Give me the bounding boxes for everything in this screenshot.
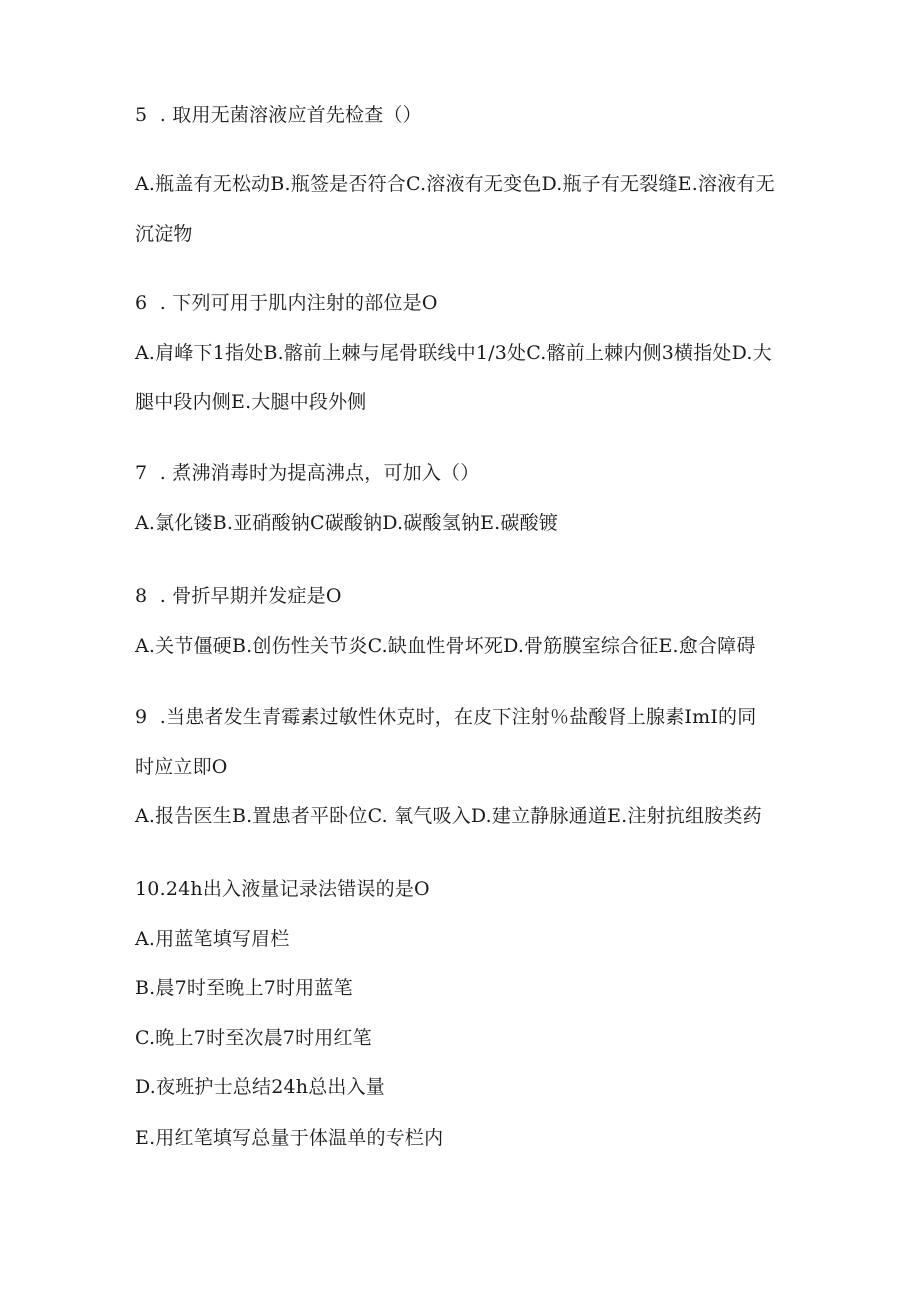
question-9-options: A.报告医生B.置患者平卧位C. 氧气吸入D.建立静脉通道E.注射抗组胺类药 (135, 805, 762, 827)
question-10-option-e: E.用红笔填写总量于体温单的专栏内 (135, 1127, 444, 1149)
question-5-options: A.瓶盖有无松动B.瓶签是否符合C.溶液有无变色D.瓶子有无裂缝E.溶液有无 (135, 173, 775, 195)
question-7-stem: 7 . 煮沸消毒时为提高沸点，可加入（） (135, 462, 480, 484)
question-6-options-cont: 腿中段内侧E.大腿中段外侧 (135, 391, 367, 413)
question-9-stem: 9 .当患者发生青霉素过敏性休克时，在皮下注射％盐酸肾上腺素ImI的同 (135, 706, 757, 728)
question-5-options-cont: 沉淀物 (135, 223, 193, 245)
question-6-stem: 6 . 下列可用于肌内注射的部位是O (135, 292, 438, 314)
question-10-option-d: D.夜班护士总结24h总出入量 (135, 1076, 386, 1098)
question-10-option-c: C.晚上7时至次晨7时用红笔 (135, 1027, 372, 1049)
question-7-options: A.氯化镂B.亚硝酸钠C碳酸钠D.碳酸氢钠E.碳酸镀 (135, 512, 559, 534)
question-10-option-b: B.晨7时至晚上7时用蓝笔 (135, 977, 353, 999)
question-10-option-a: A.用蓝笔填写眉栏 (135, 928, 290, 950)
question-8-stem: 8 . 骨折早期并发症是O (135, 585, 342, 607)
question-5-stem: 5 . 取用无菌溶液应首先检查（） (135, 104, 422, 126)
question-6-options: A.肩峰下1指处B.髂前上棘与尾骨联线中1/3处C.髂前上棘内侧3横指处D.大 (135, 342, 772, 364)
question-10-stem: 10.24h出入液量记录法错误的是O (135, 878, 430, 900)
question-9-stem-cont: 时应立即O (135, 756, 228, 778)
question-8-options: A.关节僵硬B.创伤性关节炎C.缺血性骨坏死D.骨筋膜室综合征E.愈合障碍 (135, 635, 756, 657)
